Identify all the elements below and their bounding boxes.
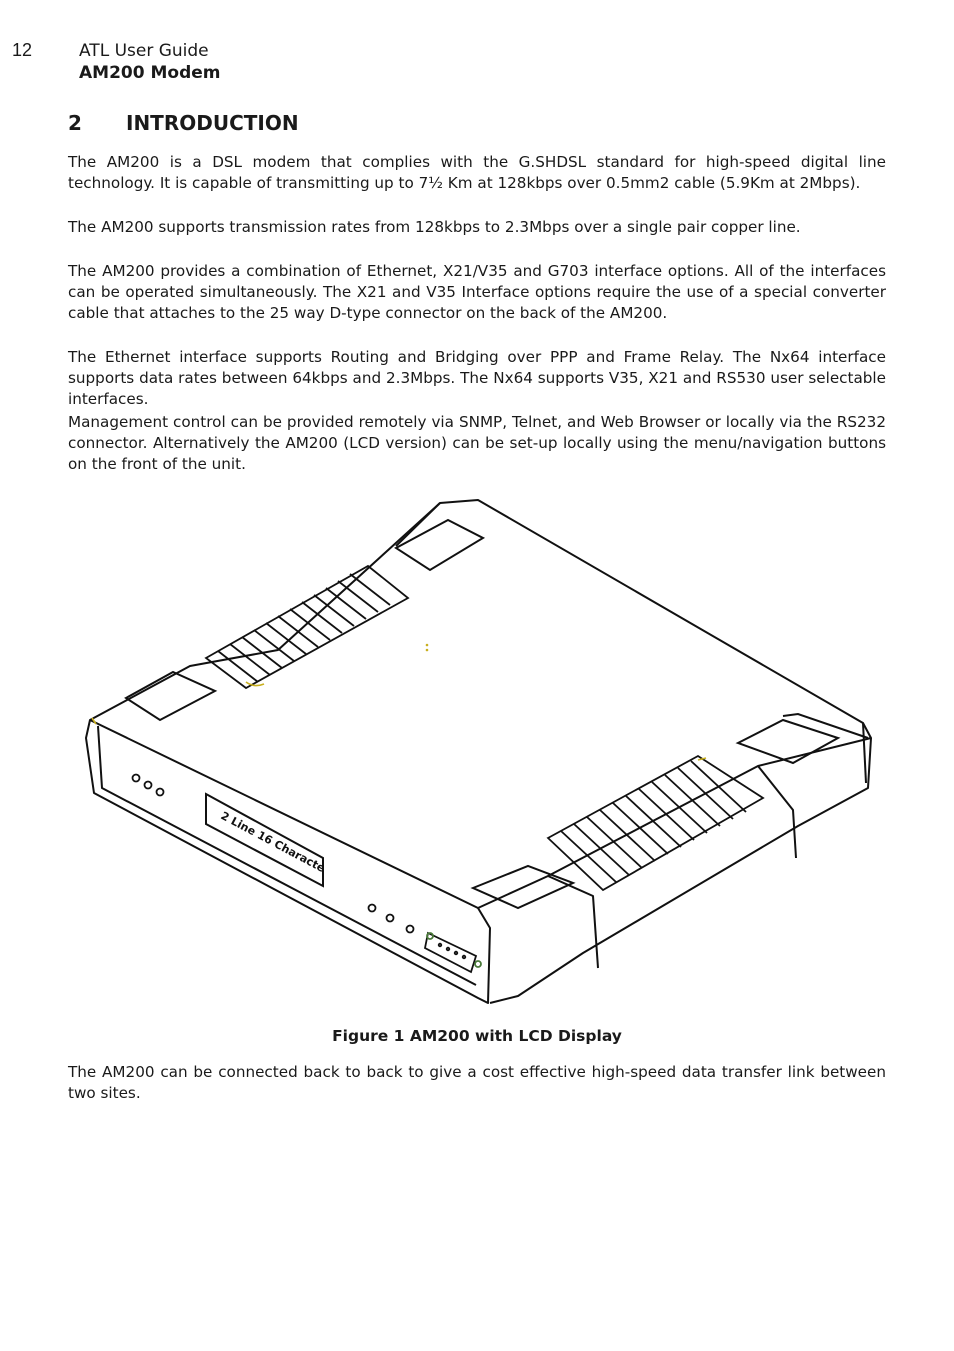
lcd-text: 2 Line 16 Characte (218, 809, 328, 876)
header-product-name: AM200 Modem (79, 63, 221, 83)
modem-body-outline (86, 500, 871, 1003)
paragraph-5: Management control can be provided remotely via SNMP, Telnet, and Web Browser or locally via the RS232 connector. Alternatively the AM200 (LCD version) can be set-up locally using the menu/navigation buttons on the front of the unit. (68, 413, 886, 473)
rs232-connector-icon (425, 933, 481, 972)
left-corner-pad (126, 672, 215, 720)
highlight-dot-marks (426, 644, 429, 652)
running-header (79, 40, 221, 84)
header-guide-title: ATL User Guide (79, 41, 209, 61)
figure-caption: Figure 1 AM200 with LCD Display (332, 1027, 622, 1045)
led-left-2-icon (145, 782, 152, 789)
section-title: INTRODUCTION (126, 111, 299, 135)
modem-illustration (78, 498, 878, 1013)
side-vent-grille (548, 756, 763, 890)
led-left-1-icon (133, 775, 140, 782)
page-number: 12 (12, 40, 33, 60)
front-leds (133, 775, 414, 933)
section-heading (68, 111, 299, 135)
highlight-marks (92, 682, 706, 760)
paragraph-1: The AM200 is a DSL modem that complies with the G.SHDSL standard for high-speed digital line technology. It is capable of transmitting up to 7½ Km at 128kbps over 0.5mm2 cable (5.9Km at 2Mbps). (68, 153, 886, 192)
paragraph-2: The AM200 supports transmission rates from 128kbps to 2.3Mbps over a single pair copper line. (68, 218, 801, 236)
paragraph-4: The Ethernet interface supports Routing and Bridging over PPP and Frame Relay. The Nx64 interface supports data rates between 64kbps and 2.3Mbps. The Nx64 supports V35, X21 and RS530 user selectable interfaces. (68, 348, 886, 408)
rear-corner-pad (396, 503, 483, 570)
lcd-display (206, 794, 327, 886)
section-number: 2 (68, 111, 82, 135)
paragraph-6: The AM200 can be connected back to back to give a cost effective high-speed data transfer link between two sites. (68, 1063, 886, 1102)
rear-vent-grille (206, 566, 408, 688)
led-right-2-icon (387, 915, 394, 922)
led-right-1-icon (369, 905, 376, 912)
led-right-3-icon (407, 926, 414, 933)
led-left-3-icon (157, 789, 164, 796)
paragraph-3: The AM200 provides a combination of Ethernet, X21/V35 and G703 interface options. All of the interfaces can be operated simultaneously. The X21 and V35 Interface options require the use of a special converter cable that attaches to the 25 way D-type connector on the back of the AM200. (68, 262, 886, 322)
